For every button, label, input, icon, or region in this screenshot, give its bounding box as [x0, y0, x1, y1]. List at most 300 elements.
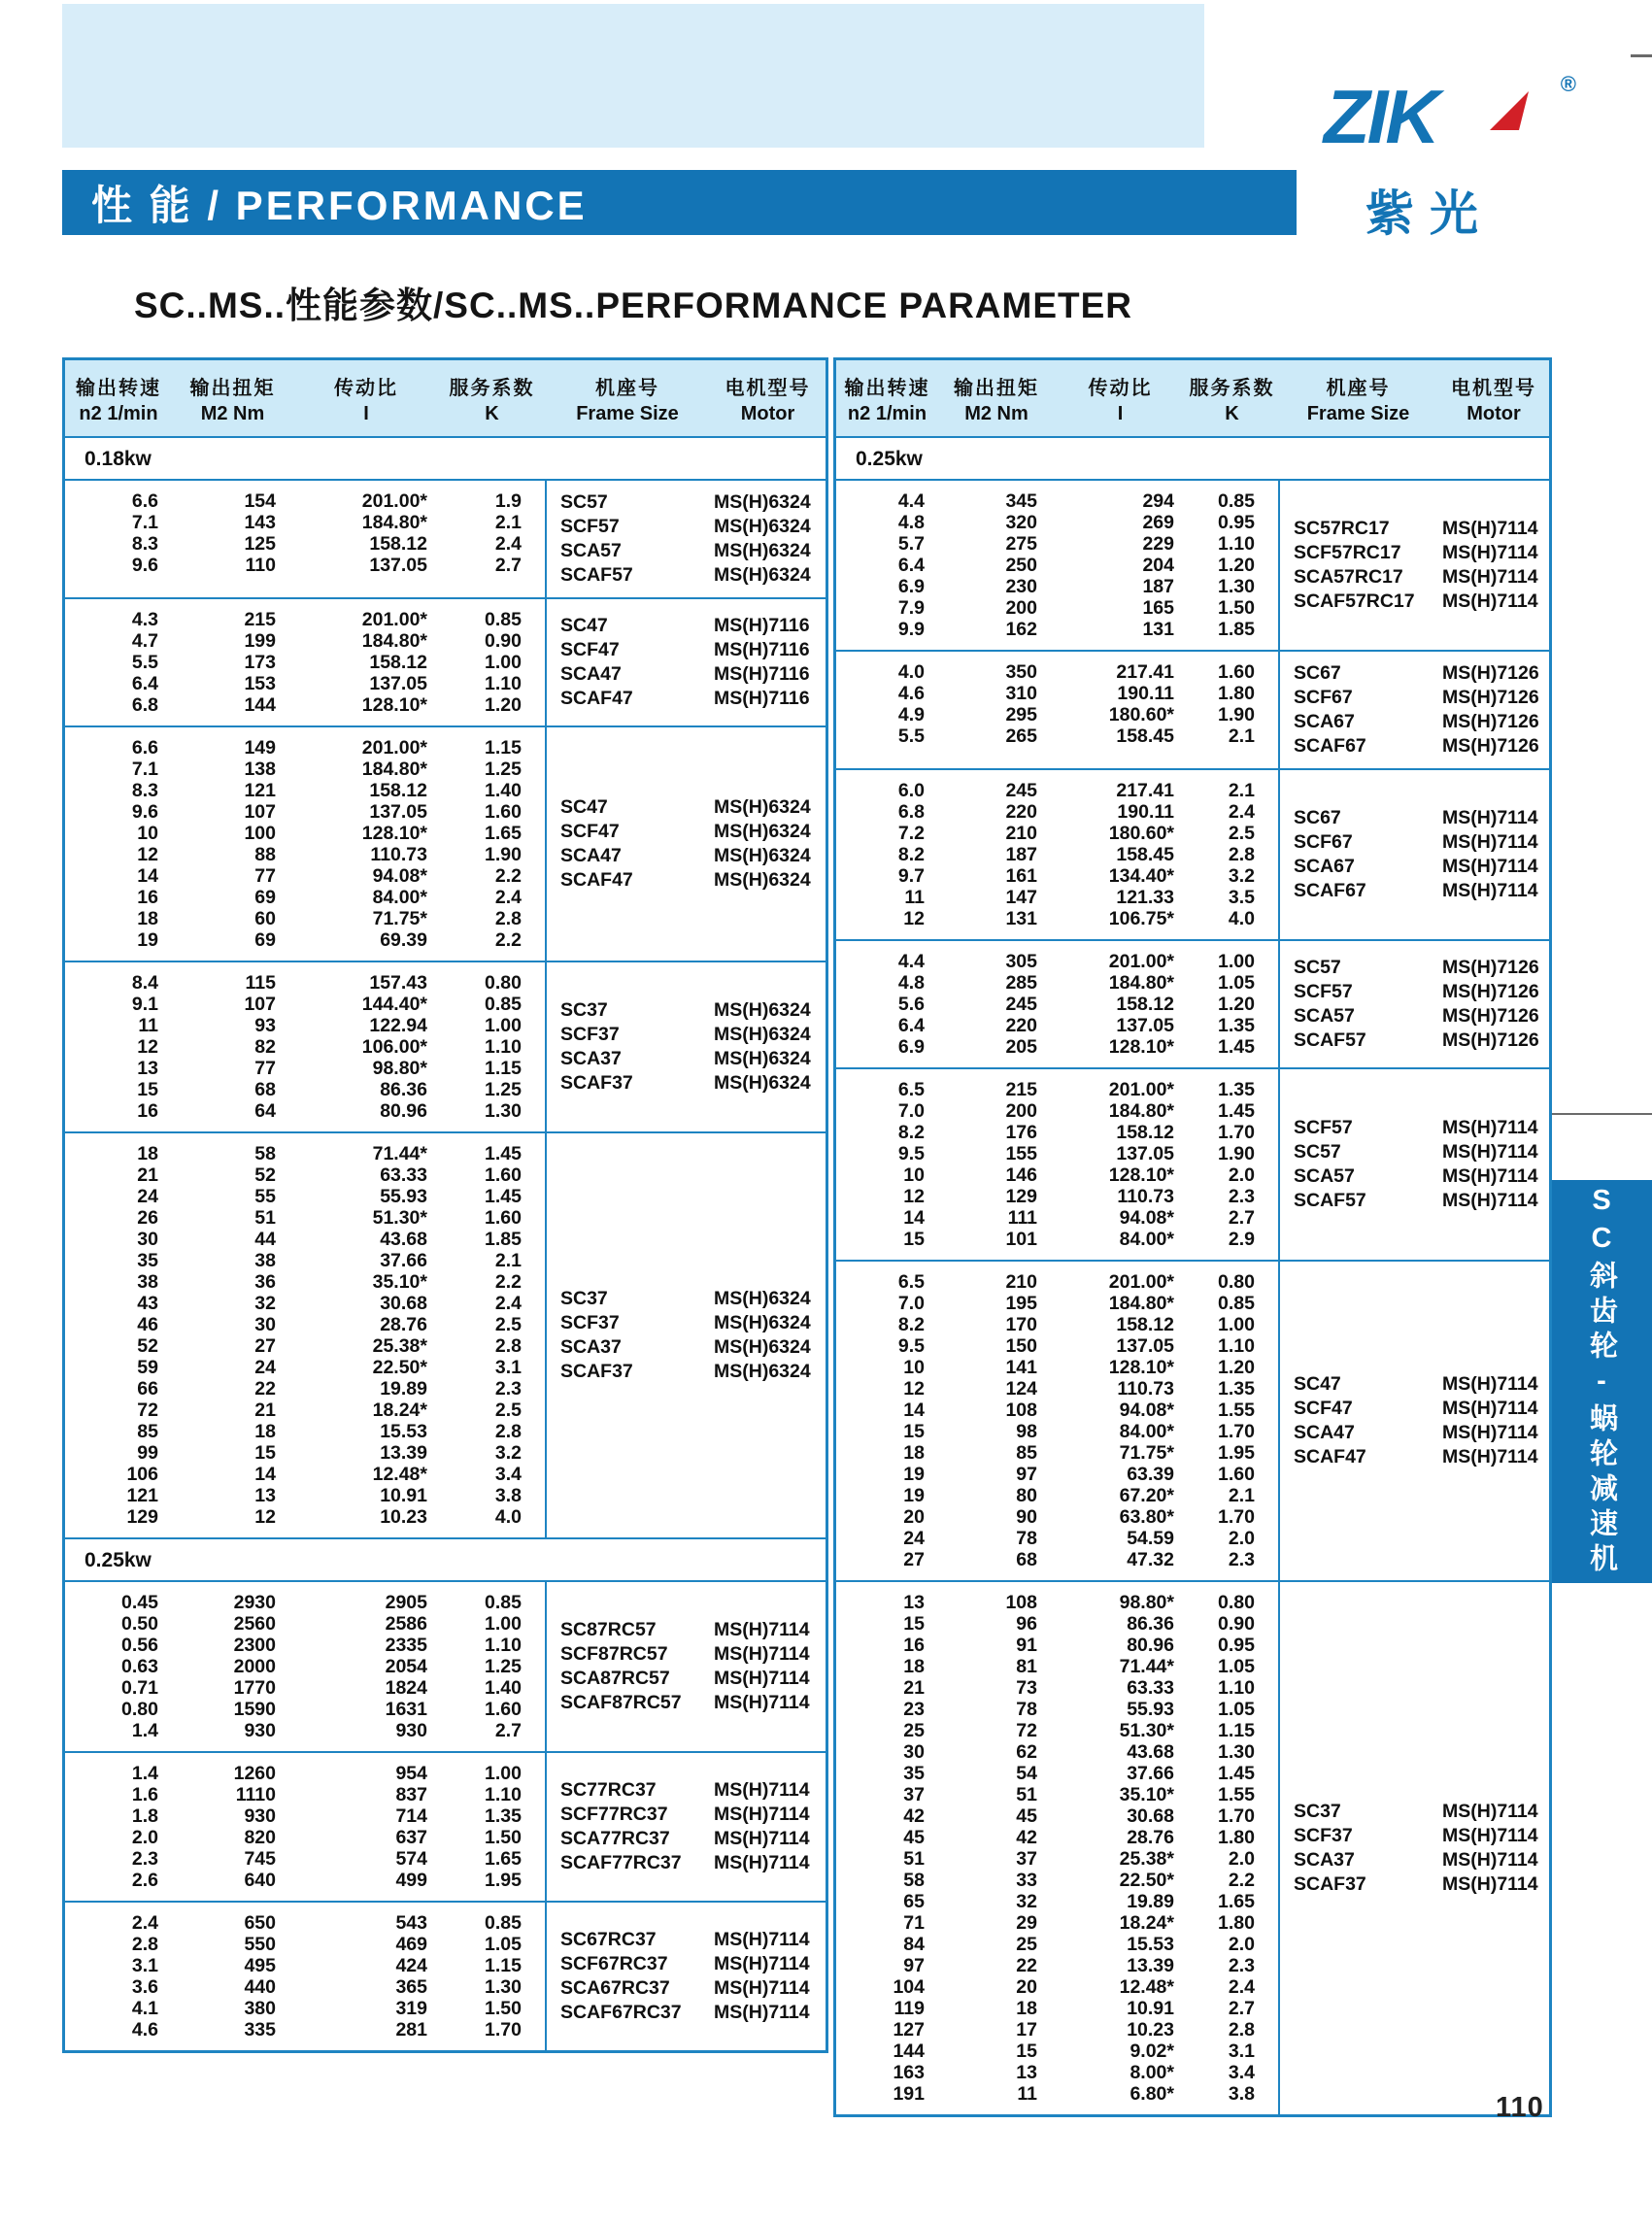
i-value: 217.41 [1116, 780, 1174, 801]
m2-value: 90 [1016, 1506, 1037, 1528]
n2-value: 4.8 [897, 972, 925, 994]
motor-model: MS(H)7114 [1442, 807, 1538, 828]
m2-value: 350 [1005, 661, 1037, 683]
i-value: 84.00* [1119, 1229, 1174, 1250]
k-value: 1.05 [485, 1934, 522, 1955]
motor-model-column [1438, 951, 1549, 1058]
m2-value: 245 [1005, 780, 1037, 801]
k-value: 1.85 [485, 1229, 522, 1250]
k-value: 1.80 [1218, 1827, 1255, 1848]
n2-value: 59 [137, 1357, 158, 1378]
motor-model: MS(H)7114 [1442, 1873, 1538, 1895]
n2-value: 11 [904, 887, 925, 908]
k-value: 2.4 [494, 533, 522, 555]
i-value: 37.66 [380, 1250, 427, 1271]
m2-value: 21 [254, 1400, 276, 1421]
n2-value: 23 [903, 1699, 925, 1720]
frame-size: SCA77RC37 [560, 1828, 670, 1849]
k-value: 2.4 [1228, 1976, 1255, 1998]
i-value-column [1055, 1592, 1186, 2105]
n2-value: 3.6 [131, 1976, 158, 1998]
n2-value: 6.5 [897, 1079, 925, 1100]
motor-model-column [1438, 1271, 1549, 1570]
i-value: 19.89 [380, 1378, 427, 1400]
m2-value: 495 [244, 1955, 276, 1976]
column-header-zh: 输出转速 [844, 377, 930, 399]
k-value: 0.90 [485, 630, 522, 652]
frame-size: SC67 [1294, 807, 1341, 828]
motor-model-column [1438, 1592, 1549, 2105]
n2-value: 37 [903, 1784, 925, 1805]
frame-size: SC37 [560, 1288, 608, 1309]
frame-size: SCF67RC37 [560, 1953, 668, 1974]
m2-value-column [938, 490, 1055, 640]
n2-value: 38 [137, 1271, 158, 1293]
m2-value: 205 [1005, 1036, 1037, 1058]
m2-value: 25 [1016, 1934, 1037, 1955]
frame-size-column [1278, 1592, 1438, 2105]
i-value: 51.30* [372, 1207, 427, 1229]
column-header-zh: 电机型号 [725, 377, 811, 399]
m2-value: 38 [254, 1250, 276, 1271]
k-value: 1.70 [485, 2019, 522, 2040]
m2-value: 2000 [233, 1656, 276, 1677]
k-value: 1.70 [1218, 1506, 1255, 1528]
i-value: 190.11 [1117, 683, 1174, 704]
motor-model-column [710, 737, 826, 951]
i-value: 69.39 [380, 929, 427, 951]
m2-value: 121 [244, 780, 276, 801]
i-value: 25.38* [1119, 1848, 1174, 1870]
m2-value: 68 [1016, 1549, 1037, 1570]
i-value: 499 [395, 1870, 427, 1891]
m2-value: 101 [1005, 1229, 1037, 1250]
data-block [65, 1903, 826, 2050]
data-block [65, 1582, 826, 1753]
n2-value: 127 [893, 2019, 925, 2040]
i-value: 19.89 [1127, 1891, 1174, 1912]
i-value: 110.73 [1117, 1378, 1174, 1400]
k-value: 1.30 [485, 1100, 522, 1122]
k-value: 1.00 [1218, 951, 1255, 972]
k-value: 1.45 [1218, 1036, 1255, 1058]
data-block [836, 1582, 1549, 2114]
m2-value: 153 [244, 673, 276, 694]
k-value: 2.4 [494, 1293, 522, 1314]
power-section-label: 0.18kw [65, 438, 826, 481]
frame-size: SCA57 [560, 540, 622, 561]
m2-value: 68 [254, 1079, 276, 1100]
i-value: 106.00* [361, 1036, 427, 1058]
i-value-column [293, 1592, 439, 1741]
motor-model: MS(H)6324 [714, 1048, 811, 1069]
m2-value: 78 [1016, 1528, 1037, 1549]
n2-value: 9.7 [897, 865, 925, 887]
motor-model: MS(H)7114 [1442, 1422, 1538, 1443]
n2-value: 0.45 [121, 1592, 158, 1613]
n2-value: 9.6 [131, 555, 158, 576]
frame-size: SCF37 [1294, 1825, 1353, 1846]
k-value: 3.2 [1228, 865, 1255, 887]
i-value: 158.45 [1116, 844, 1174, 865]
i-value: 10.23 [380, 1506, 427, 1528]
power-section-label: 0.25kw [65, 1539, 826, 1582]
m2-value: 124 [1005, 1378, 1037, 1400]
n2-value: 7.0 [897, 1100, 925, 1122]
n2-value: 51 [903, 1848, 925, 1870]
k-value: 0.95 [1218, 1635, 1255, 1656]
frame-size: SCA57 [1294, 1005, 1355, 1027]
motor-model: MS(H)7114 [1442, 1398, 1538, 1419]
n2-value: 12 [137, 844, 158, 865]
column-header-en: Motor [740, 402, 795, 424]
i-value-column [293, 1912, 439, 2040]
motor-model-column [710, 609, 826, 716]
i-value: 165 [1142, 597, 1174, 619]
n2-value: 2.6 [131, 1870, 158, 1891]
m2-value: 147 [1005, 887, 1037, 908]
n2-value-column [836, 951, 938, 1058]
m2-value: 650 [244, 1912, 276, 1934]
n2-value: 4.8 [897, 512, 925, 533]
i-value: 281 [395, 2019, 427, 2040]
motor-model: MS(H)6324 [714, 1288, 811, 1309]
frame-size: SC57 [1294, 957, 1341, 978]
n2-value: 27 [903, 1549, 925, 1570]
k-value: 2.8 [494, 1335, 522, 1357]
m2-value: 32 [254, 1293, 276, 1314]
k-value: 2.2 [494, 865, 522, 887]
m2-value: 85 [1016, 1442, 1037, 1464]
m2-value: 58 [254, 1143, 276, 1164]
n2-value: 6.9 [897, 576, 925, 597]
i-value: 201.00* [1108, 1271, 1174, 1293]
n2-value: 11 [138, 1015, 158, 1036]
frame-size: SCA67 [1294, 711, 1355, 732]
n2-value: 15 [903, 1421, 925, 1442]
n2-value: 15 [903, 1229, 925, 1250]
n2-value-column [836, 661, 938, 759]
column-header-zh: 传动比 [334, 377, 398, 399]
m2-value: 15 [254, 1442, 276, 1464]
k-value: 2.0 [1228, 1164, 1255, 1186]
k-value: 1.45 [1218, 1763, 1255, 1784]
n2-value: 30 [903, 1741, 925, 1763]
i-value: 187 [1142, 576, 1174, 597]
m2-value: 13 [1016, 2062, 1037, 2083]
motor-model: MS(H)7114 [1442, 1117, 1538, 1138]
i-value: 110.73 [1117, 1186, 1174, 1207]
i-value: 86.36 [1127, 1613, 1174, 1635]
frame-size: SCAF37 [1294, 1873, 1366, 1895]
m2-value: 72 [1016, 1720, 1037, 1741]
frame-size: SCF57 [1294, 981, 1353, 1002]
n2-value: 2.0 [131, 1827, 158, 1848]
column-header-zh: 输出扭矩 [189, 377, 276, 399]
i-value: 94.08* [1119, 1400, 1174, 1421]
motor-model: MS(H)7114 [714, 1828, 810, 1849]
i-value: 84.00* [372, 887, 427, 908]
performance-table-right [833, 357, 1552, 2117]
i-value: 63.33 [1127, 1677, 1174, 1699]
motor-model: MS(H)6324 [714, 564, 811, 586]
motor-model: MS(H)7116 [714, 639, 810, 660]
n2-value: 6.8 [131, 694, 158, 716]
m2-value: 285 [1005, 972, 1037, 994]
motor-model-column [1438, 1079, 1549, 1250]
m2-value: 210 [1005, 1271, 1037, 1293]
frame-size-column [545, 1592, 710, 1741]
frame-size: SCF57 [560, 516, 620, 537]
n2-value: 6.8 [897, 801, 925, 823]
m2-value: 161 [1005, 865, 1037, 887]
motor-model: MS(H)7114 [1442, 1373, 1538, 1395]
i-value: 954 [395, 1763, 427, 1784]
k-value: 0.85 [1218, 490, 1255, 512]
n2-value-column [836, 780, 938, 929]
k-value-column [439, 1143, 545, 1528]
n2-value: 4.3 [131, 609, 158, 630]
m2-value: 210 [1005, 823, 1037, 844]
motor-model-column [710, 490, 826, 588]
i-value: 204 [1142, 555, 1174, 576]
m2-value: 200 [1005, 597, 1037, 619]
k-value: 1.20 [485, 694, 522, 716]
n2-value: 7.9 [897, 597, 925, 619]
i-value-column [293, 972, 439, 1122]
k-value: 2.1 [1228, 780, 1255, 801]
m2-value: 88 [254, 844, 276, 865]
k-value: 1.70 [1218, 1805, 1255, 1827]
n2-value: 21 [903, 1677, 925, 1699]
i-value: 137.05 [369, 801, 427, 823]
k-value: 1.50 [485, 1998, 522, 2019]
i-value: 137.05 [1116, 1335, 1174, 1357]
m2-value-column [172, 1763, 293, 1891]
page-number: 110 [1496, 2092, 1544, 2123]
frame-size: SCA47 [560, 663, 622, 685]
k-value: 2.9 [1228, 1229, 1255, 1250]
n2-value: 18 [903, 1656, 925, 1677]
m2-value: 91 [1016, 1635, 1037, 1656]
k-value: 1.70 [1218, 1421, 1255, 1442]
i-value: 217.41 [1116, 661, 1174, 683]
m2-value: 98 [1016, 1421, 1037, 1442]
column-header-en: I [363, 402, 369, 424]
i-value: 9.02* [1129, 2040, 1174, 2062]
frame-size: SCF67 [1294, 831, 1353, 853]
k-value: 1.10 [1218, 533, 1255, 555]
frame-size: SC47 [560, 796, 608, 818]
n2-value: 5.6 [897, 994, 925, 1015]
n2-value: 9.6 [131, 801, 158, 823]
frame-size: SCF37 [560, 1024, 620, 1045]
k-value: 2.4 [494, 887, 522, 908]
i-value: 128.10* [1108, 1164, 1174, 1186]
i-value: 18.24* [1119, 1912, 1174, 1934]
k-value: 2.8 [494, 1421, 522, 1442]
m2-value: 2300 [233, 1635, 276, 1656]
k-value: 1.45 [1218, 1100, 1255, 1122]
i-value: 128.10* [1108, 1357, 1174, 1378]
n2-value: 191 [893, 2083, 925, 2105]
k-value-column [439, 737, 545, 951]
n2-value: 106 [126, 1464, 158, 1485]
n2-value-column [65, 1592, 172, 1741]
n2-value: 16 [137, 887, 158, 908]
m2-value: 36 [254, 1271, 276, 1293]
n2-value-column [836, 1592, 938, 2105]
i-value: 158.12 [1116, 1122, 1174, 1143]
column-header-en: n2 1/min [79, 402, 158, 424]
n2-value: 119 [893, 1998, 925, 2019]
column-header-zh: 输出转速 [76, 377, 161, 399]
n2-value: 14 [903, 1400, 925, 1421]
i-value: 71.44* [372, 1143, 427, 1164]
motor-model: MS(H)7114 [1442, 1825, 1538, 1846]
m2-value: 51 [254, 1207, 276, 1229]
k-value: 1.35 [1218, 1378, 1255, 1400]
column-header-en: K [485, 402, 499, 424]
i-value: 201.00* [1108, 1079, 1174, 1100]
m2-value-column [172, 972, 293, 1122]
i-value: 84.00* [1119, 1421, 1174, 1442]
i-value: 184.80* [1108, 972, 1174, 994]
frame-size-column [1278, 1079, 1438, 1250]
i-value: 180.60* [1108, 704, 1174, 725]
column-header-en: n2 1/min [847, 402, 927, 424]
m2-value: 15 [1016, 2040, 1037, 2062]
data-block [65, 1753, 826, 1903]
i-value: 930 [395, 1720, 427, 1741]
m2-value: 37 [1016, 1848, 1037, 1870]
n2-value: 19 [903, 1485, 925, 1506]
k-value: 2.0 [1228, 1934, 1255, 1955]
i-value: 294 [1142, 490, 1174, 512]
n2-value: 45 [903, 1827, 925, 1848]
k-value: 1.50 [485, 1827, 522, 1848]
i-value: 10.23 [1127, 2019, 1174, 2040]
motor-model: MS(H)6324 [714, 1024, 811, 1045]
k-value: 2.7 [1228, 1998, 1255, 2019]
m2-value-column [938, 661, 1055, 759]
i-value: 94.08* [372, 865, 427, 887]
n2-value: 2.4 [131, 1912, 158, 1934]
k-value: 1.10 [485, 1784, 522, 1805]
n2-value: 9.5 [897, 1143, 925, 1164]
m2-value: 80 [1016, 1485, 1037, 1506]
k-value: 2.3 [1228, 1549, 1255, 1570]
m2-value: 27 [254, 1335, 276, 1357]
k-value: 1.60 [485, 801, 522, 823]
n2-value: 24 [137, 1186, 158, 1207]
m2-value: 640 [244, 1870, 276, 1891]
k-value: 1.10 [485, 1635, 522, 1656]
k-value: 3.1 [494, 1357, 522, 1378]
i-value: 30.68 [1127, 1805, 1174, 1827]
k-value: 1.05 [1218, 1656, 1255, 1677]
i-value: 158.12 [369, 780, 427, 801]
frame-size-column [1278, 661, 1438, 759]
n2-value: 10 [903, 1164, 925, 1186]
motor-model: MS(H)6324 [714, 821, 811, 842]
k-value: 0.80 [1218, 1271, 1255, 1293]
i-value: 12.48* [372, 1464, 427, 1485]
k-value: 3.8 [494, 1485, 522, 1506]
m2-value: 320 [1005, 512, 1037, 533]
n2-value: 18 [903, 1442, 925, 1464]
k-value: 1.40 [485, 1677, 522, 1699]
i-value: 184.80* [1108, 1100, 1174, 1122]
n2-value: 42 [903, 1805, 925, 1827]
m2-value: 1110 [235, 1784, 276, 1805]
motor-model: MS(H)6324 [714, 516, 811, 537]
i-value: 98.80* [1119, 1592, 1174, 1613]
n2-value: 6.4 [897, 1015, 925, 1036]
m2-value-column [172, 1592, 293, 1741]
k-value: 1.65 [1218, 1891, 1255, 1912]
m2-value: 45 [1016, 1805, 1037, 1827]
table-header-row [836, 360, 1549, 438]
n2-value: 52 [137, 1335, 158, 1357]
frame-size: SCAF57RC17 [1294, 590, 1415, 612]
m2-value: 93 [254, 1015, 276, 1036]
m2-value: 345 [1005, 490, 1037, 512]
k-value: 2.4 [1228, 801, 1255, 823]
i-value: 43.68 [1127, 1741, 1174, 1763]
performance-table-left [62, 357, 828, 2053]
m2-value: 195 [1005, 1293, 1037, 1314]
column-header [1438, 360, 1549, 436]
k-value-column [439, 1592, 545, 1741]
n2-value: 4.7 [131, 630, 158, 652]
i-value: 190.11 [1117, 801, 1174, 823]
m2-value: 930 [244, 1720, 276, 1741]
m2-value: 245 [1005, 994, 1037, 1015]
i-value: 71.44* [1119, 1656, 1174, 1677]
m2-value: 52 [254, 1164, 276, 1186]
k-value: 1.25 [485, 1656, 522, 1677]
column-header [1055, 360, 1186, 436]
i-value: 106.75* [1108, 908, 1174, 929]
k-value: 3.8 [1228, 2083, 1255, 2105]
n2-value: 12 [903, 1378, 925, 1400]
m2-value: 55 [254, 1186, 276, 1207]
m2-value: 176 [1005, 1122, 1037, 1143]
m2-value: 22 [1016, 1955, 1037, 1976]
k-value: 3.4 [494, 1464, 522, 1485]
i-value: 10.91 [380, 1485, 427, 1506]
n2-value: 12 [903, 908, 925, 929]
i-value: 8.00* [1129, 2062, 1174, 2083]
frame-size: SCA57 [1294, 1165, 1355, 1187]
n2-value: 8.3 [131, 780, 158, 801]
m2-value: 115 [245, 972, 276, 994]
k-value-column [1186, 1271, 1278, 1570]
k-value: 2.2 [494, 1271, 522, 1293]
n2-value: 5.5 [897, 725, 925, 747]
column-header-zh: 电机型号 [1451, 377, 1536, 399]
k-value: 0.90 [1218, 1613, 1255, 1635]
frame-size: SCA67 [1294, 856, 1355, 877]
i-value: 51.30* [1119, 1720, 1174, 1741]
i-value: 110.73 [370, 844, 427, 865]
k-value: 1.10 [485, 1036, 522, 1058]
frame-size-column [545, 737, 710, 951]
i-value: 158.12 [1116, 1314, 1174, 1335]
m2-value-column [172, 1912, 293, 2040]
i-value: 80.96 [1127, 1635, 1174, 1656]
